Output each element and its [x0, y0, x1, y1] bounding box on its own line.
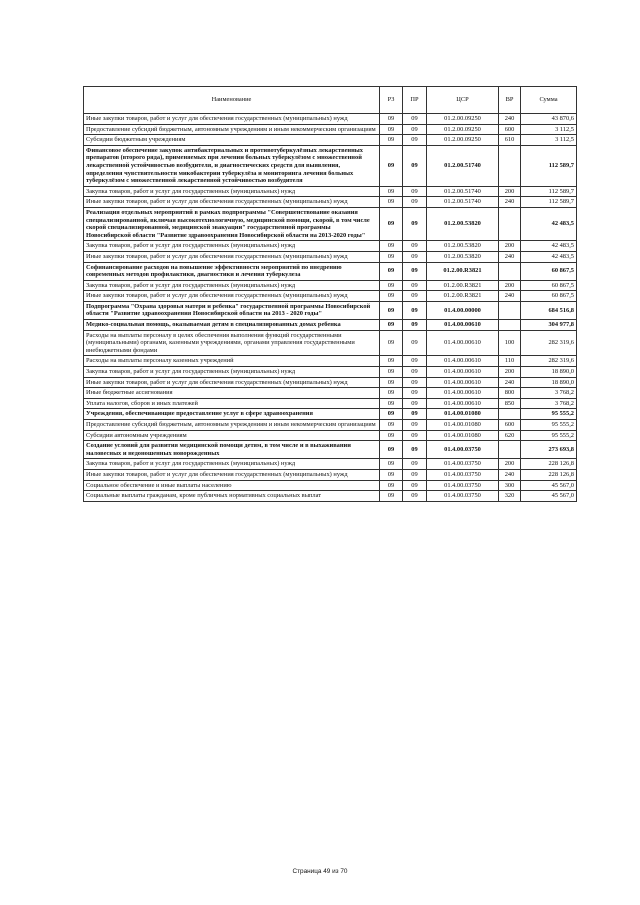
table-row [84, 377, 577, 388]
cell-sum: 60 867,5 [521, 291, 577, 302]
cell-vr: 240 [499, 377, 521, 388]
cell-csr: 01.4.00.00610 [427, 356, 499, 367]
cell-name: Предоставление субсидий бюджетным, автономным учреждениям и иным некоммерческим организациям [84, 420, 380, 431]
cell-csr: 01.4.00.00610 [427, 377, 499, 388]
cell-csr: 01.4.00.01080 [427, 430, 499, 441]
table-row [84, 420, 577, 431]
cell-csr: 01.4.00.03750 [427, 491, 499, 502]
cell-rz: 09 [380, 251, 403, 262]
header-vr: ВР [499, 87, 521, 114]
table-row [84, 186, 577, 197]
cell-rz: 09 [380, 291, 403, 302]
cell-csr: 01.4.00.03750 [427, 480, 499, 491]
cell-csr: 01.2.00.51740 [427, 145, 499, 186]
cell-name: Иные закупки товаров, работ и услуг для обеспечения государственных (муниципальных) нужд [84, 197, 380, 208]
cell-csr: 01.2.00.R3821 [427, 280, 499, 291]
cell-name: Расходы на выплаты персоналу казенных учреждений [84, 356, 380, 367]
cell-name: Закупка товаров, работ и услуг для государственных (муниципальных) нужд [84, 280, 380, 291]
cell-sum: 95 555,2 [521, 430, 577, 441]
cell-vr: 240 [499, 251, 521, 262]
cell-name: Уплата налогов, сборов и иных платежей [84, 398, 380, 409]
cell-csr: 01.4.00.03750 [427, 459, 499, 470]
cell-name: Иные закупки товаров, работ и услуг для обеспечения государственных (муниципальных) нужд [84, 469, 380, 480]
cell-pr: 09 [403, 197, 427, 208]
table-row [84, 480, 577, 491]
cell-name: Субсидии бюджетным учреждениям [84, 135, 380, 146]
cell-name: Закупка товаров, работ и услуг для государственных (муниципальных) нужд [84, 241, 380, 252]
cell-rz: 09 [380, 491, 403, 502]
cell-sum: 228 126,8 [521, 469, 577, 480]
cell-rz: 09 [380, 409, 403, 420]
cell-sum: 3 768,2 [521, 388, 577, 399]
cell-pr: 09 [403, 469, 427, 480]
budget-table-page [83, 86, 576, 502]
cell-pr: 09 [403, 377, 427, 388]
cell-name: Закупка товаров, работ и услуг для государственных (муниципальных) нужд [84, 367, 380, 378]
table-row [84, 469, 577, 480]
cell-vr: 610 [499, 135, 521, 146]
cell-vr: 620 [499, 430, 521, 441]
table-row [84, 197, 577, 208]
table-row [84, 207, 577, 240]
cell-csr: 01.4.00.00610 [427, 320, 499, 331]
cell-csr: 01.2.00.R3821 [427, 291, 499, 302]
cell-sum: 3 112,5 [521, 124, 577, 135]
table-row [84, 135, 577, 146]
cell-pr: 09 [403, 480, 427, 491]
cell-csr: 01.2.00.R3821 [427, 262, 499, 280]
cell-pr: 09 [403, 114, 427, 125]
table-body [84, 114, 577, 502]
table-row [84, 430, 577, 441]
cell-rz: 09 [380, 480, 403, 491]
cell-rz: 09 [380, 377, 403, 388]
cell-name: Субсидии автономным учреждениям [84, 430, 380, 441]
cell-sum: 304 977,8 [521, 320, 577, 331]
cell-name: Создание условий для развития медицинской помощи детям, в том числе и в выхаживании маловесных и недоношенных новорожденных [84, 441, 380, 459]
cell-vr: 200 [499, 186, 521, 197]
cell-sum: 18 890,0 [521, 367, 577, 378]
cell-vr [499, 320, 521, 331]
cell-csr: 01.4.00.01080 [427, 420, 499, 431]
cell-vr: 100 [499, 330, 521, 356]
cell-sum: 42 483,5 [521, 241, 577, 252]
budget-table [83, 86, 577, 502]
cell-name: Иные бюджетные ассигнования [84, 388, 380, 399]
cell-vr [499, 409, 521, 420]
cell-sum: 42 483,5 [521, 251, 577, 262]
page-number: Страница 49 из 70 [292, 868, 348, 875]
cell-vr: 200 [499, 367, 521, 378]
cell-pr: 09 [403, 491, 427, 502]
cell-csr: 01.2.00.51740 [427, 197, 499, 208]
cell-sum: 60 867,5 [521, 262, 577, 280]
cell-name: Иные закупки товаров, работ и услуг для обеспечения государственных (муниципальных) нужд [84, 251, 380, 262]
header-name: Наименование [84, 87, 380, 114]
cell-rz: 09 [380, 330, 403, 356]
cell-csr: 01.4.00.03750 [427, 469, 499, 480]
cell-csr: 01.2.00.53820 [427, 207, 499, 240]
table-row [84, 114, 577, 125]
cell-sum: 95 555,2 [521, 409, 577, 420]
cell-csr: 01.4.00.03750 [427, 441, 499, 459]
cell-pr: 09 [403, 367, 427, 378]
cell-pr: 09 [403, 409, 427, 420]
cell-rz: 09 [380, 320, 403, 331]
cell-rz: 09 [380, 301, 403, 319]
cell-rz: 09 [380, 207, 403, 240]
cell-rz: 09 [380, 241, 403, 252]
cell-pr: 09 [403, 291, 427, 302]
cell-sum: 60 867,5 [521, 280, 577, 291]
table-row [84, 441, 577, 459]
cell-name: Софинансирование расходов на повышение эффективности мероприятий по внедрению современных методов профилактики, диагностики и лечения туберкулеза [84, 262, 380, 280]
cell-rz: 09 [380, 398, 403, 409]
cell-pr: 09 [403, 330, 427, 356]
cell-rz: 09 [380, 420, 403, 431]
cell-vr [499, 207, 521, 240]
table-row [84, 356, 577, 367]
cell-name: Реализация отдельных мероприятий в рамках подпрограммы "Совершенствование оказания специализированной, включая высокотехнологичную, медицинской помощи, скорой, в том числе скорой специализированной, медицинской эвакуации" государственной программы Новосибирской области "Развитие здравоохранения Новосибирской области на 2013-2020 годы" [84, 207, 380, 240]
header-csr: ЦСР [427, 87, 499, 114]
cell-csr: 01.4.00.00610 [427, 398, 499, 409]
cell-sum: 282 319,6 [521, 356, 577, 367]
cell-vr: 240 [499, 114, 521, 125]
cell-csr: 01.2.00.09250 [427, 114, 499, 125]
cell-sum: 45 567,0 [521, 480, 577, 491]
table-row [84, 262, 577, 280]
cell-sum: 45 567,0 [521, 491, 577, 502]
cell-vr: 800 [499, 388, 521, 399]
cell-rz: 09 [380, 280, 403, 291]
cell-rz: 09 [380, 186, 403, 197]
cell-name: Закупка товаров, работ и услуг для государственных (муниципальных) нужд [84, 186, 380, 197]
cell-rz: 09 [380, 441, 403, 459]
cell-rz: 09 [380, 430, 403, 441]
cell-rz: 09 [380, 356, 403, 367]
cell-name: Закупка товаров, работ и услуг для государственных (муниципальных) нужд [84, 459, 380, 470]
cell-rz: 09 [380, 262, 403, 280]
cell-pr: 09 [403, 420, 427, 431]
cell-vr: 320 [499, 491, 521, 502]
table-row [84, 280, 577, 291]
cell-sum: 95 555,2 [521, 420, 577, 431]
cell-rz: 09 [380, 388, 403, 399]
cell-name: Социальное обеспечение и иные выплаты населению [84, 480, 380, 491]
cell-vr [499, 301, 521, 319]
cell-pr: 09 [403, 388, 427, 399]
cell-pr: 09 [403, 398, 427, 409]
cell-pr: 09 [403, 301, 427, 319]
cell-sum: 273 693,8 [521, 441, 577, 459]
cell-csr: 01.4.00.00000 [427, 301, 499, 319]
cell-rz: 09 [380, 469, 403, 480]
cell-vr: 600 [499, 124, 521, 135]
cell-pr: 09 [403, 459, 427, 470]
cell-csr: 01.4.00.00610 [427, 367, 499, 378]
table-row [84, 241, 577, 252]
table-row [84, 459, 577, 470]
header-sum: Сумма [521, 87, 577, 114]
cell-pr: 09 [403, 186, 427, 197]
cell-pr: 09 [403, 241, 427, 252]
cell-pr: 09 [403, 145, 427, 186]
cell-sum: 3 112,5 [521, 135, 577, 146]
cell-pr: 09 [403, 356, 427, 367]
cell-csr: 01.4.00.01080 [427, 409, 499, 420]
table-row [84, 388, 577, 399]
table-row [84, 398, 577, 409]
header-pr: ПР [403, 87, 427, 114]
cell-sum: 684 516,8 [521, 301, 577, 319]
table-row [84, 409, 577, 420]
cell-vr [499, 262, 521, 280]
cell-sum: 43 870,6 [521, 114, 577, 125]
cell-vr: 240 [499, 197, 521, 208]
cell-name: Иные закупки товаров, работ и услуг для обеспечения государственных (муниципальных) нужд [84, 377, 380, 388]
cell-vr: 200 [499, 280, 521, 291]
cell-name: Предоставление субсидий бюджетным, автономным учреждениям и иным некоммерческим организациям [84, 124, 380, 135]
cell-name: Социальные выплаты гражданам, кроме публичных нормативных социальных выплат [84, 491, 380, 502]
cell-sum: 18 890,0 [521, 377, 577, 388]
cell-name: Подпрограмма "Охрана здоровья матери и ребенка" государственной программы Новосибирской области "Развитие здравоохранения Новосибирской области на 2013 - 2020 годы" [84, 301, 380, 319]
cell-rz: 09 [380, 145, 403, 186]
cell-pr: 09 [403, 124, 427, 135]
table-row [84, 320, 577, 331]
cell-rz: 09 [380, 124, 403, 135]
table-row [84, 367, 577, 378]
cell-pr: 09 [403, 441, 427, 459]
cell-pr: 09 [403, 207, 427, 240]
table-row [84, 301, 577, 319]
table-header-row [84, 87, 577, 114]
cell-vr: 240 [499, 291, 521, 302]
cell-vr [499, 145, 521, 186]
cell-sum: 42 483,5 [521, 207, 577, 240]
cell-pr: 09 [403, 430, 427, 441]
cell-rz: 09 [380, 114, 403, 125]
cell-csr: 01.2.00.51740 [427, 186, 499, 197]
cell-name: Расходы на выплаты персоналу в целях обеспечения выполнения функций государственными (муниципальными) органами, казенными учреждениями, органами управления государственными внебюджетными фондами [84, 330, 380, 356]
table-row [84, 491, 577, 502]
table-row [84, 145, 577, 186]
cell-name: Иные закупки товаров, работ и услуг для обеспечения государственных (муниципальных) нужд [84, 291, 380, 302]
cell-pr: 09 [403, 251, 427, 262]
cell-rz: 09 [380, 197, 403, 208]
table-row [84, 291, 577, 302]
cell-vr: 240 [499, 469, 521, 480]
cell-csr: 01.2.00.09250 [427, 124, 499, 135]
cell-csr: 01.4.00.00610 [427, 388, 499, 399]
cell-csr: 01.4.00.00610 [427, 330, 499, 356]
table-row [84, 124, 577, 135]
cell-csr: 01.2.00.09250 [427, 135, 499, 146]
cell-vr: 850 [499, 398, 521, 409]
header-rz: РЗ [380, 87, 403, 114]
cell-sum: 228 126,8 [521, 459, 577, 470]
cell-pr: 09 [403, 262, 427, 280]
cell-pr: 09 [403, 320, 427, 331]
cell-name: Учреждения, обеспечивающие предоставление услуг в сфере здравоохранения [84, 409, 380, 420]
cell-sum: 3 768,2 [521, 398, 577, 409]
cell-rz: 09 [380, 367, 403, 378]
cell-vr: 600 [499, 420, 521, 431]
table-row [84, 251, 577, 262]
cell-vr: 200 [499, 241, 521, 252]
cell-sum: 112 589,7 [521, 197, 577, 208]
cell-vr: 200 [499, 459, 521, 470]
cell-pr: 09 [403, 280, 427, 291]
cell-pr: 09 [403, 135, 427, 146]
cell-name: Иные закупки товаров, работ и услуг для обеспечения государственных (муниципальных) нужд [84, 114, 380, 125]
cell-vr [499, 441, 521, 459]
cell-vr: 300 [499, 480, 521, 491]
cell-name: Медико-социальная помощь, оказываемая детям в специализированных домах ребенка [84, 320, 380, 331]
cell-csr: 01.2.00.53820 [427, 241, 499, 252]
cell-sum: 112 589,7 [521, 145, 577, 186]
cell-sum: 112 589,7 [521, 186, 577, 197]
table-row [84, 330, 577, 356]
cell-vr: 110 [499, 356, 521, 367]
cell-rz: 09 [380, 135, 403, 146]
cell-name: Финансовое обеспечение закупок антибактериальных и противотуберкулёзных лекарственных препаратов (второго ряда), применяемых при лечении больных туберкулёзом с множественной лекарственной устойчивостью возбудителя, и диагностических средств для выявления, определения чувствительности микобактерии туберкулёза и мониторинга лечения больных туберкулёзом с множественной лекарственной устойчивостью возбудителя [84, 145, 380, 186]
cell-csr: 01.2.00.53820 [427, 251, 499, 262]
cell-rz: 09 [380, 459, 403, 470]
cell-sum: 282 319,6 [521, 330, 577, 356]
